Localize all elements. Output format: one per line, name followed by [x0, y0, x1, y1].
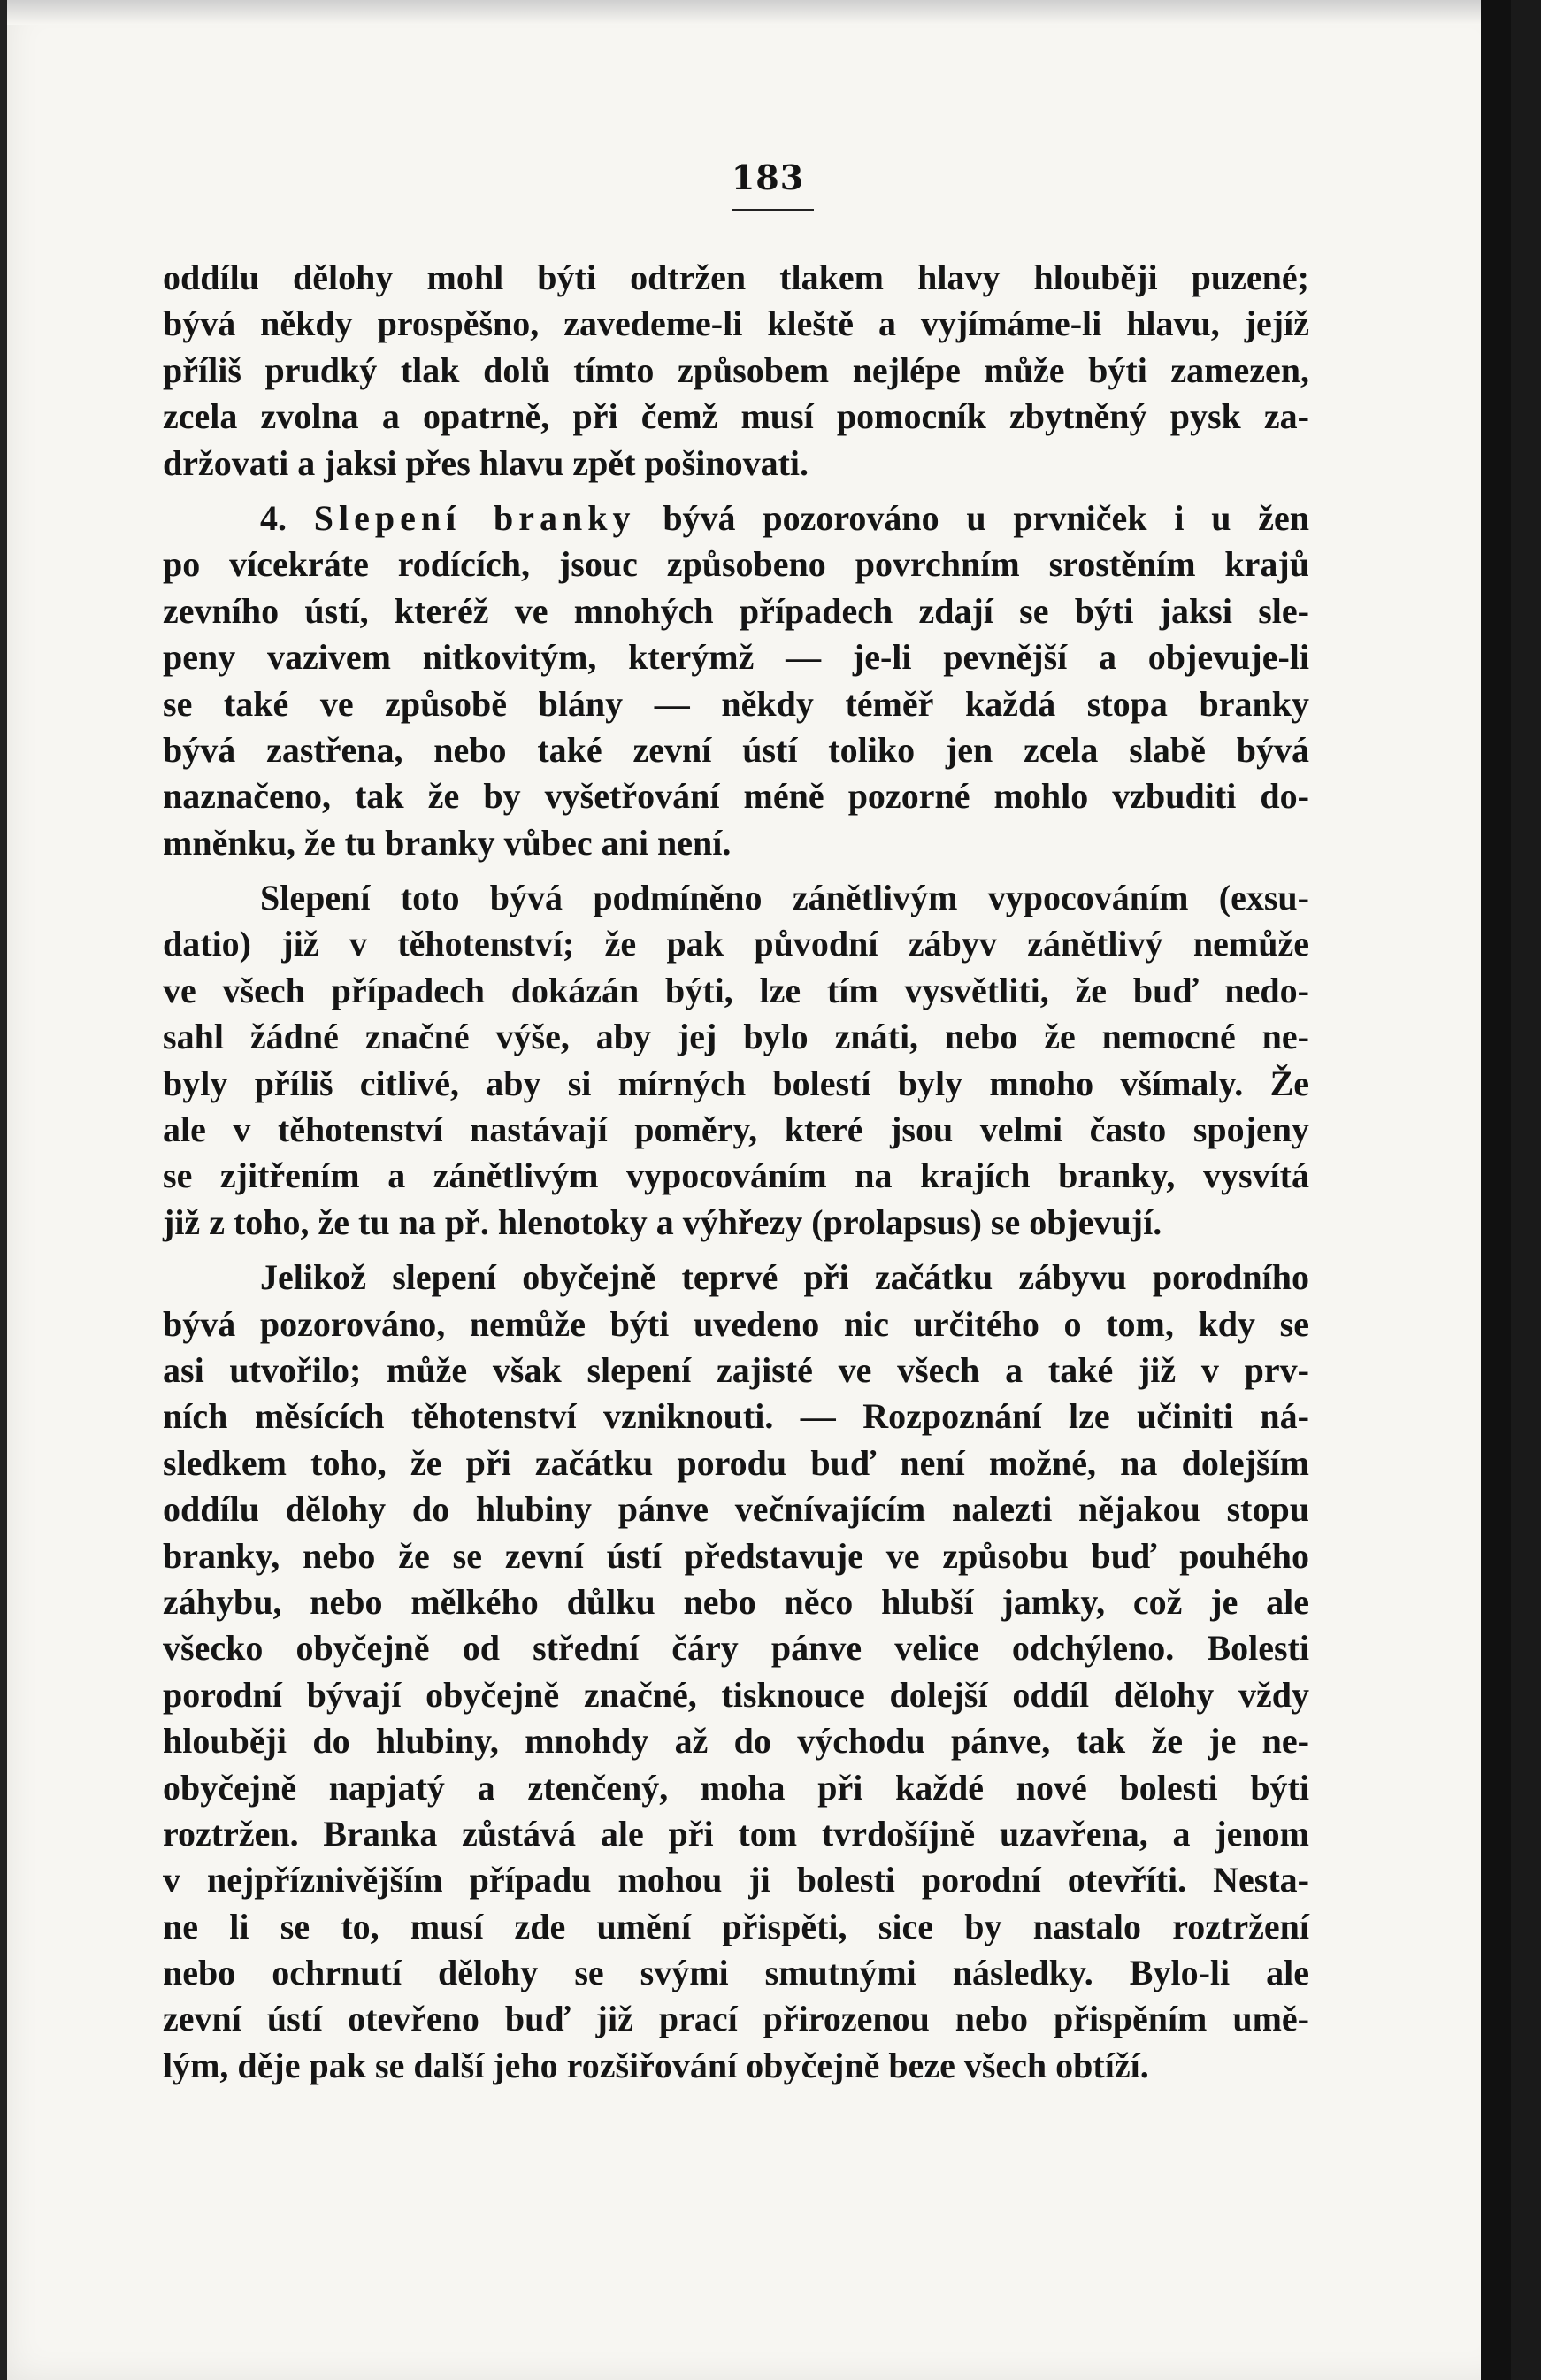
- paragraph-1: [163, 255, 1309, 487]
- book-page: [7, 0, 1511, 2380]
- scan-right-edge: [1481, 0, 1511, 2380]
- text-line: zevního ústí, kteréž ve mnohých případech zdají se býti jaksi sle-: [163, 590, 1309, 631]
- text-line: po vícekráte rodících, jsouc způsobeno povrchním srostěním krajů: [163, 544, 1309, 585]
- text-line: záhybu, nebo mělkého důlku nebo něco hlubší jamky, což je ale: [163, 1581, 1309, 1622]
- text-line: lým, děje pak se další jeho rozšiřování obyčejně beze všech obtíží.: [163, 2045, 1149, 2085]
- text-line: ale v těhotenství nastávají poměry, které jsou velmi často spojeny: [163, 1109, 1309, 1150]
- section-number: 4.: [260, 497, 314, 538]
- text-line: ne li se to, musí zde umění přispěti, sice by nastalo roztržení: [163, 1906, 1309, 1946]
- page-number-underline: [732, 209, 814, 211]
- text-line: v nejpříznivějším případu mohou ji bolesti porodní otevříti. Nesta-: [163, 1860, 1309, 1900]
- text-line: oddílu dělohy do hlubiny pánve večnívajícím nalezti nějakou stopu: [163, 1489, 1309, 1530]
- text-line: sahl žádné značné výše, aby jej bylo znáti, nebo že nemocné ne-: [163, 1017, 1309, 1057]
- scan-top-shadow: [7, 0, 1511, 25]
- paragraph-4: [163, 1255, 1309, 2089]
- text-line: zevní ústí otevřeno buď již prací přirozenou nebo přispěním umě-: [163, 1999, 1309, 2039]
- text-line: již z toho, že tu na př. hlenotoky a výhřezy (prolapsus) se objevují.: [163, 1202, 1162, 1242]
- text-line: všecko obyčejně od střední čáry pánve velice odchýleno. Bolesti: [163, 1628, 1309, 1669]
- text-line: datio) již v těhotenství; že pak původní zábyv zánětlivý nemůže: [163, 924, 1309, 964]
- text-line: zcela zvolna a opatrně, při čemž musí pomocník zbytněný pysk za-: [163, 396, 1309, 437]
- text-line: Slepení toto bývá podmíněno zánětlivým vypocováním (exsu-: [260, 878, 1309, 918]
- text-line: sledkem toho, že při začátku porodu buď není možné, na dolejším: [163, 1442, 1309, 1483]
- text-line: Jelikož slepení obyčejně teprvé při začátku zábyvu porodního: [260, 1257, 1309, 1298]
- text-line: byly příliš citlivé, aby si mírných bolestí byly mnoho všímaly. Že: [163, 1063, 1309, 1103]
- paragraph-3: [163, 875, 1309, 1246]
- text-line: příliš prudký tlak dolů tímto způsobem nejlépe může býti zamezen,: [163, 349, 1309, 390]
- section-heading-line: [163, 495, 1309, 541]
- section-title: Slepení branky: [313, 497, 636, 538]
- text-line: nebo ochrnutí dělohy se svými smutnými následky. Bylo-li ale: [163, 1953, 1309, 1993]
- text-line: se zjitřením a zánětlivým vypocováním na krajích branky, vysvítá: [163, 1155, 1309, 1196]
- text-line: ve všech případech dokázán býti, lze tím vysvětliti, že buď nedo-: [163, 970, 1309, 1010]
- text-line: obyčejně napjatý a ztenčený, moha při každé nové bolesti býti: [163, 1767, 1309, 1808]
- paragraph-2: [163, 495, 1309, 866]
- text-line: se také ve způsobě blány — někdy téměř každá stopa branky: [163, 683, 1309, 724]
- scan-left-edge: [0, 0, 7, 2380]
- text-line: naznačeno, tak že by vyšetřování méně pozorné mohlo vzbuditi do-: [163, 776, 1309, 817]
- section-heading-rest: bývá pozorováno u prvniček i u žen: [635, 497, 1309, 538]
- text-line: branky, nebo že se zevní ústí představuje ve způsobu buď pouhého: [163, 1535, 1309, 1576]
- text-line: roztržen. Branka zůstává ale při tom tvrdošíjně uzavřena, a jenom: [163, 1813, 1309, 1854]
- text-line: bývá někdy prospěšno, zavedeme-li kleště a vyjímáme-li hlavu, jejíž: [163, 303, 1309, 344]
- text-line: oddílu dělohy mohl býti odtržen tlakem hlavy hlouběji puzené;: [163, 257, 1309, 297]
- text-line: porodní bývají obyčejně značné, tisknouce dolejší oddíl dělohy vždy: [163, 1674, 1309, 1715]
- text-line: asi utvořilo; může však slepení zajisté ve všech a také již v prv-: [163, 1349, 1309, 1390]
- text-line: ních měsících těhotenství vzniknouti. — Rozpoznání lze učiniti ná-: [163, 1396, 1309, 1437]
- text-line: peny vazivem nitkovitým, kterýmž — je-li pevnější a objevuje-li: [163, 637, 1309, 678]
- text-line: držovati a jaksi přes hlavu zpět pošinovati.: [163, 442, 809, 483]
- page-number: 183: [731, 157, 805, 197]
- text-line: mněnku, že tu branky vůbec ani není.: [163, 822, 732, 863]
- text-line: bývá pozorováno, nemůže býti uvedeno nic určitého o tom, kdy se: [163, 1303, 1309, 1344]
- body-text: [163, 255, 1309, 2089]
- text-line: hlouběji do hlubiny, mnohdy až do východu pánve, tak že je ne-: [163, 1721, 1309, 1762]
- text-line: bývá zastřena, nebo také zevní ústí toliko jen zcela slabě bývá: [163, 729, 1309, 770]
